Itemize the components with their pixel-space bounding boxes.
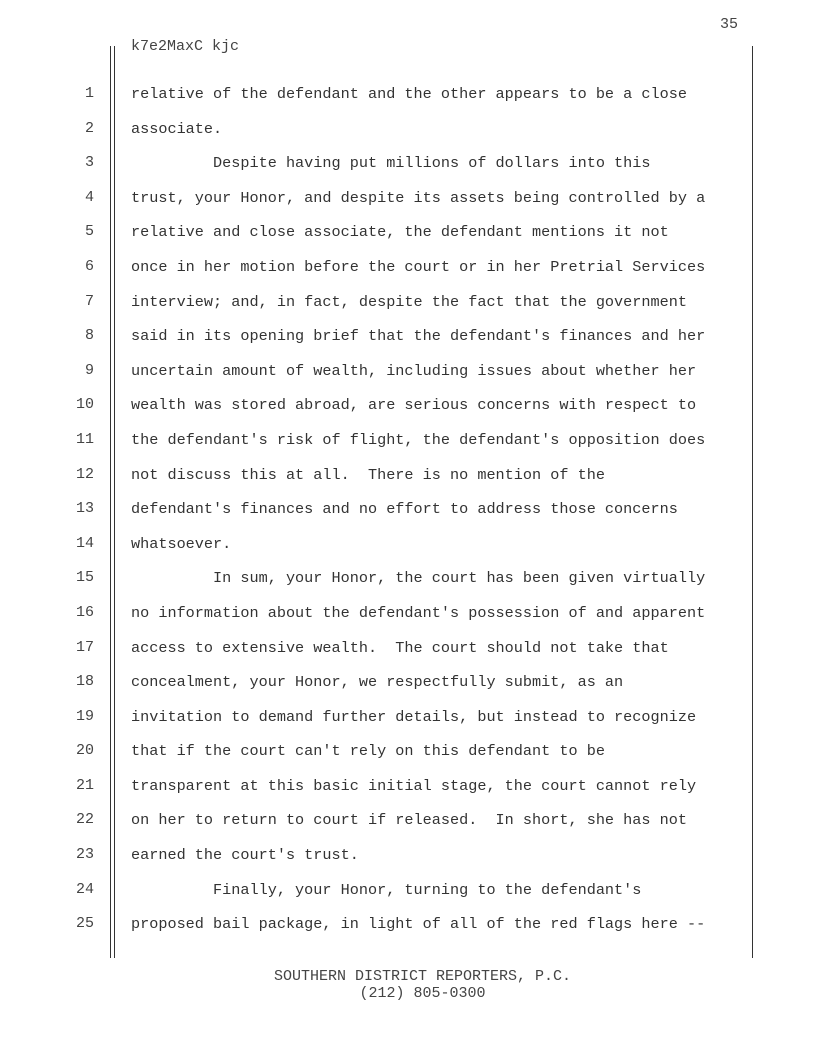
transcript-line: on her to return to court if released. In short, she has not — [131, 811, 687, 830]
line-number: 8 — [84, 327, 94, 345]
transcript-line: relative of the defendant and the other appears to be a close — [131, 85, 687, 103]
transcript-line: whatsoever. — [131, 534, 232, 553]
line-number: 18 — [75, 673, 94, 691]
line-number: 14 — [75, 534, 94, 552]
transcript-line: proposed bail package, in light of all of the red flags here -- — [131, 915, 706, 934]
line-number: 20 — [75, 742, 94, 760]
transcript-line: Despite having put millions of dollars into this — [131, 154, 651, 173]
transcript-body — [131, 77, 743, 942]
line-number-column — [60, 77, 94, 942]
transcript-line: that if the court can't rely on this defendant to be — [131, 742, 605, 761]
line-number: 24 — [75, 880, 94, 898]
right-margin-rule — [752, 46, 753, 958]
transcript-line: the defendant's risk of flight, the defendant's opposition does — [131, 430, 706, 449]
line-number: 10 — [75, 396, 94, 414]
line-number: 13 — [75, 500, 94, 518]
page-footer — [0, 968, 816, 1002]
line-number: 11 — [75, 430, 94, 448]
line-number: 3 — [84, 154, 94, 172]
transcript-line: In sum, your Honor, the court has been given virtually — [131, 569, 706, 588]
transcript-line: associate. — [131, 119, 223, 138]
line-number: 19 — [75, 707, 94, 725]
transcript-line: said in its opening brief that the defendant's finances and her — [131, 327, 706, 346]
transcript-header-id: k7e2MaxC kjc — [131, 38, 240, 55]
transcript-line: uncertain amount of wealth, including issues about whether her — [131, 361, 697, 380]
transcript-line: trust, your Honor, and despite its assets being controlled by a — [131, 188, 706, 207]
transcript-line: invitation to demand further details, but instead to recognize — [131, 707, 697, 726]
line-number: 1 — [84, 85, 94, 102]
line-number: 7 — [84, 292, 94, 310]
left-margin-rule-outer — [110, 46, 111, 958]
line-number: 4 — [84, 188, 94, 206]
line-number: 22 — [75, 811, 94, 829]
transcript-line: access to extensive wealth. The court should not take that — [131, 638, 669, 657]
transcript-line: relative and close associate, the defendant mentions it not — [131, 223, 669, 242]
page-number: 35 — [719, 16, 738, 33]
reporter-name: SOUTHERN DISTRICT REPORTERS, P.C. — [273, 968, 572, 985]
transcript-line: Finally, your Honor, turning to the defendant's — [131, 880, 642, 899]
line-number: 23 — [75, 846, 94, 864]
transcript-line: concealment, your Honor, we respectfully submit, as an — [131, 673, 624, 692]
line-number: 16 — [75, 603, 94, 621]
transcript-line: defendant's finances and no effort to address those concerns — [131, 500, 678, 519]
line-number: 17 — [75, 638, 94, 656]
line-number: 9 — [84, 361, 94, 379]
transcript-line: not discuss this at all. There is no mention of the — [131, 465, 605, 484]
line-number: 2 — [84, 119, 94, 137]
transcript-line: interview; and, in fact, despite the fact that the government — [131, 292, 687, 311]
line-number: 6 — [84, 257, 94, 275]
reporter-phone: (212) 805-0300 — [359, 985, 486, 1002]
transcript-line: no information about the defendant's possession of and apparent — [131, 603, 706, 622]
transcript-line: wealth was stored abroad, are serious concerns with respect to — [131, 396, 697, 415]
line-number: 21 — [75, 776, 94, 794]
transcript-line: transparent at this basic initial stage, the court cannot rely — [131, 776, 697, 795]
transcript-line: once in her motion before the court or in her Pretrial Services — [131, 257, 706, 276]
transcript-line: earned the court's trust. — [131, 846, 359, 865]
line-number: 12 — [75, 465, 94, 483]
left-margin-rule-inner — [114, 46, 115, 958]
line-number: 15 — [75, 569, 94, 587]
line-number: 25 — [75, 915, 94, 933]
line-number: 5 — [84, 223, 94, 241]
